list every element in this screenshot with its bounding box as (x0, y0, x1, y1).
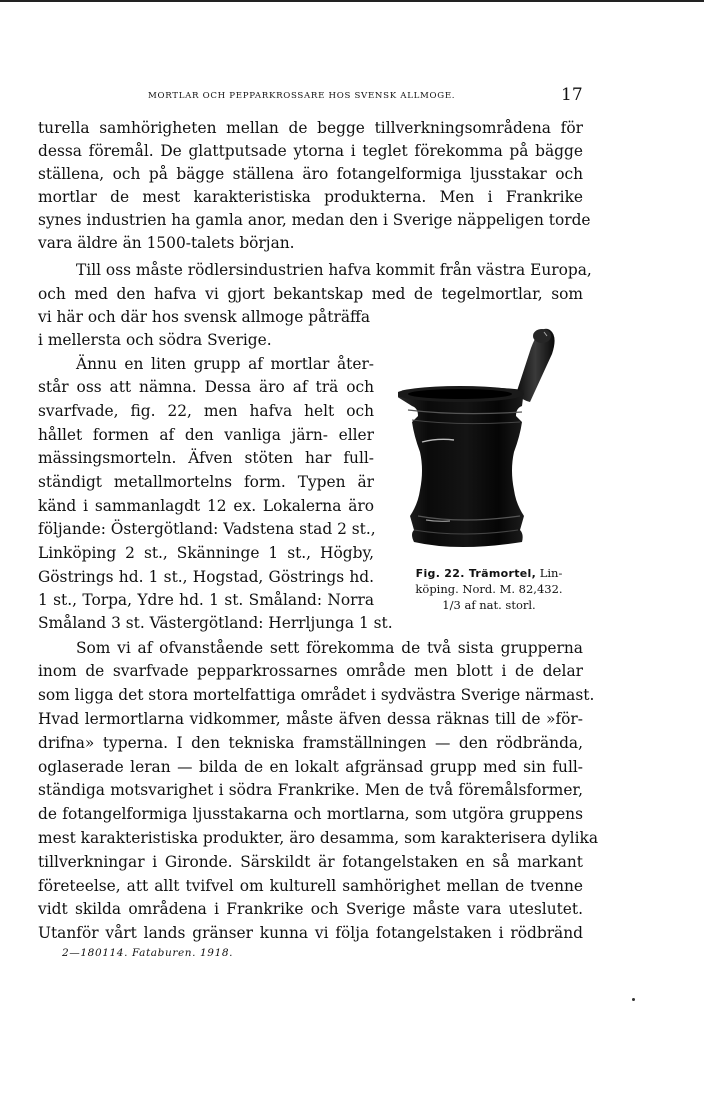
text-line: mässingsmorteln. Äfven stöten har full- (38, 449, 374, 467)
text-line: dessa föremål. De glattputsade ytorna i teglet förekomma på bägge (38, 142, 583, 160)
text-line: hållet formen af den vanliga järn- eller (38, 426, 374, 444)
running-header: MORTLAR OCH PEPPARKROSSARE HOS SVENSK ALLMOGE. (148, 91, 456, 101)
text-line: drifna» typerna. I den tekniska framställningen — den rödbrända, (38, 734, 583, 752)
text-line: ständigt metallmortelns form. Typen är (38, 473, 374, 491)
text-line: turella samhörigheten mellan de begge tillverkningsområdena för (38, 119, 583, 137)
text-line: Hvad lermortlarna vidkommer, måste äfven dessa räknas till de »för- (38, 710, 583, 728)
text-line: känd i sammanlagdt 12 ex. Lokalerna äro (38, 497, 374, 515)
text-line: ständiga motsvarighet i södra Frankrike. Men de två föremålsformer, (38, 781, 583, 799)
text-line: vidt skilda områdena i Frankrike och Sverige måste vara uteslutet. (38, 900, 583, 918)
mortar-illustration (398, 320, 582, 558)
text-line: i mellersta och södra Sverige. (38, 331, 272, 349)
text-line: Göstrings hd. 1 st., Hogstad, Göstrings hd. (38, 568, 374, 586)
text-line: följande: Östergötland: Vadstena stad 2 st., (38, 520, 376, 538)
text-line: Som vi af ofvanstående sett förekomma de två sista grupperna (76, 639, 583, 657)
text-line: Ännu en liten grupp af mortlar åter- (76, 355, 374, 373)
figure-caption-rest: Lin- (536, 566, 563, 580)
page-number: 17 (561, 85, 583, 105)
figure-label: Fig. 22. Trämortel, (415, 567, 537, 580)
text-line: de fotangelformiga ljusstakarna och mortlarna, som utgöra gruppens (38, 805, 583, 823)
text-line: tillverkningar i Gironde. Särskildt är fotangelstaken en så markant (38, 853, 583, 871)
text-line: 1 st., Torpa, Ydre hd. 1 st. Småland: Norra (38, 591, 374, 609)
text-line: som ligga det stora mortelfattiga området i sydvästra Sverige närmast. (38, 686, 595, 704)
text-line: mortlar de mest karakteristiska produkterna. Men i Frankrike (38, 188, 583, 206)
speck (632, 998, 635, 1001)
text-line: vara äldre än 1500-talets början. (38, 234, 295, 252)
text-line: står oss att nämna. Dessa äro af trä och (38, 378, 374, 396)
text-line: Småland 3 st. Västergötland: Herrljunga 1 st. (38, 614, 393, 632)
figure-caption-line (398, 566, 580, 581)
figure-wooden-mortar (398, 320, 582, 558)
figure-caption-line: köping. Nord. M. 82,432. (415, 582, 563, 596)
text-line: företeelse, att allt tvifvel om kulturell samhörighet mellan de tvenne (38, 877, 583, 895)
text-line: mest karakteristiska produkter, äro desamma, som karakterisera dylika (38, 829, 598, 847)
text-line: Utanför vårt lands gränser kunna vi följa fotangelstaken i rödbränd (38, 924, 583, 942)
text-line: svarfvade, fig. 22, men hafva helt och (38, 402, 374, 420)
page-top-border (0, 0, 704, 2)
mortar-bowl (398, 386, 524, 547)
text-line: inom de svarfvade pepparkrossarnes område men blott i de delar (38, 662, 583, 680)
figure-caption-line: 1/3 af nat. storl. (442, 598, 536, 612)
text-line: Till oss måste rödlersindustrien hafva kommit från västra Europa, (76, 261, 592, 279)
text-line: ställena, och på bägge ställena äro fotangelformiga ljusstakar och (38, 165, 583, 183)
text-line: Linköping 2 st., Skänninge 1 st., Högby, (38, 544, 374, 562)
text-line: oglaserade leran — bilda de en lokalt afgränsad grupp med sin full- (38, 758, 583, 776)
printer-imprint: 2—180114. Fataburen. 1918. (62, 947, 234, 959)
text-line: vi här och där hos svensk allmoge påträffa (38, 308, 371, 326)
text-line: synes industrien ha gamla anor, medan den i Sverige näppeligen torde (38, 211, 591, 229)
text-line: och med den hafva vi gjort bekantskap med de tegelmortlar, som (38, 285, 583, 303)
